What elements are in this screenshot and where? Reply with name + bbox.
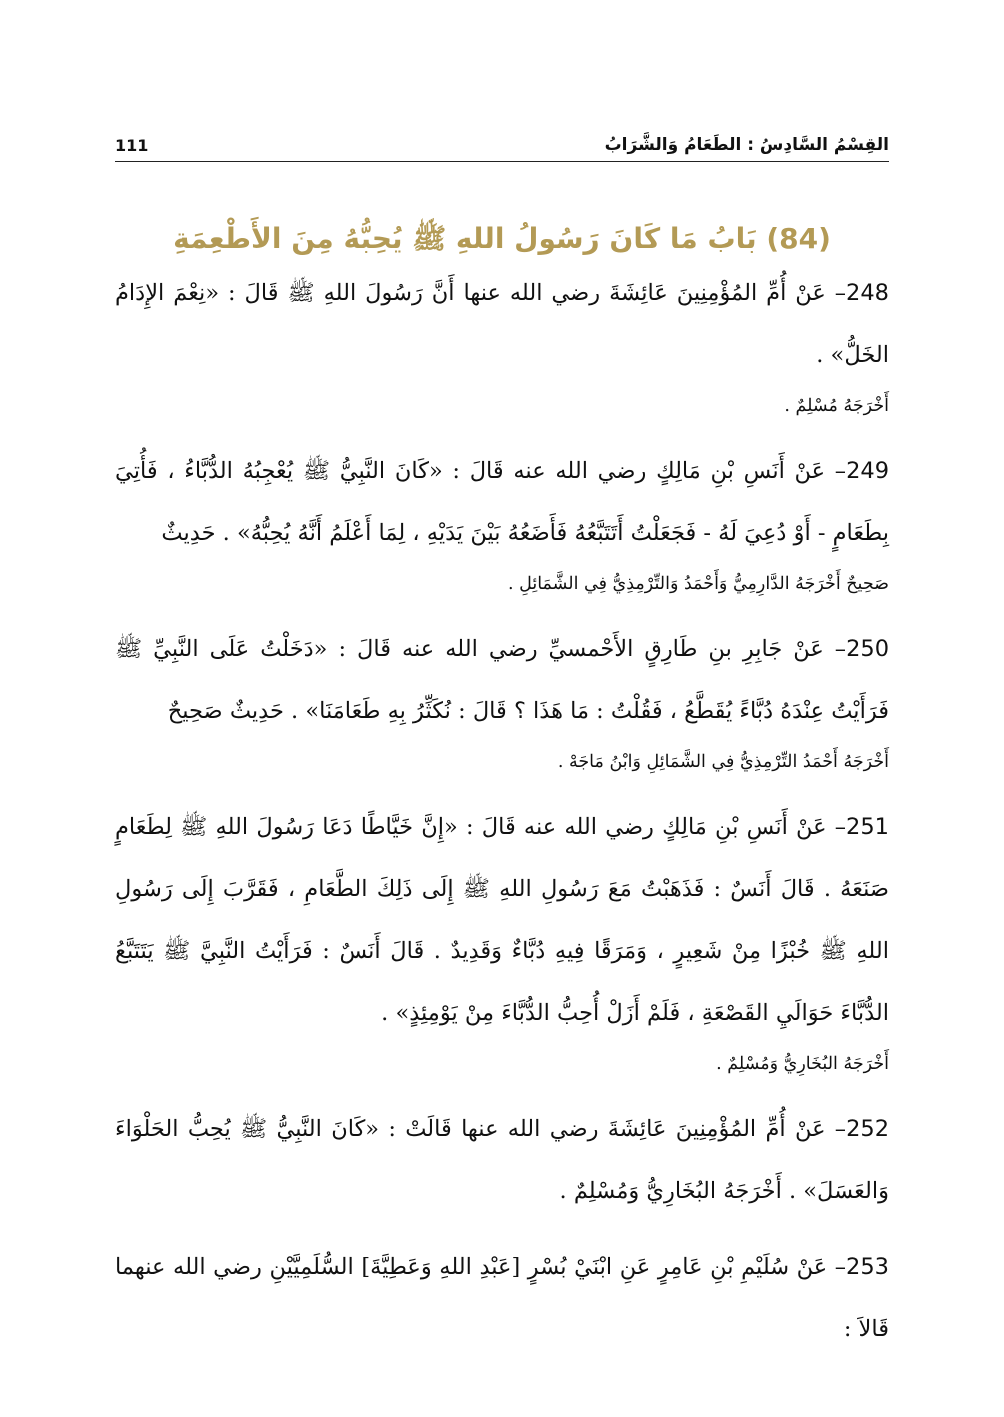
hadith-text: 249– عَنْ أَنَسِ بْنِ مَالِكٍ رضي الله عنه قَالَ : «كَانَ النَّبِيُّ ﷺ يُعْجِبُهُ الدُّبَّاءُ ، فَأُتِيَ بِطَعَامٍ - أَوْ دُعِيَ لَهُ - فَجَعَلْتُ أَتَتَبَّعُهُ فَأَضَعُهُ بَيْنَ يَدَيْهِ ، لِمَا أَعْلَمُ أَنَّهُ يُحِبُّهُ» . حَدِيثٌ [115,458,890,546]
chapter-title: (84) بَابُ مَا كَانَ رَسُولُ اللهِ ﷺ يُحِبُّهُ مِنَ الأَطْعِمَةِ [173,221,831,255]
hadith-body: عَنْ أُمِّ المُؤْمِنِينَ عَائِشَةَ رضي الله عنها أَنَّ رَسُولَ اللهِ ﷺ قَالَ : «نِعْمَ الإِدَامُ الخَلُّ» . [115,280,889,368]
hadith-number: 248 [846,280,889,306]
hadith-251 [115,796,889,1084]
page-body [115,262,889,1374]
hadith-takhrij: أَخْرَجَهُ مُسْلِمٌ . [784,396,889,416]
hadith-249 [115,440,889,604]
hadith-takhrij: صَحِيحٌ أَخْرَجَهُ الدَّارِمِيُّ وَأَحْمَدُ وَالتِّرْمِذِيُّ فِي الشَّمَائِلِ . [507,574,889,594]
hadith-252 [115,1098,889,1222]
hadith-253 [115,1236,889,1360]
page-number: 111 [115,136,149,155]
hadith-text: 248– عَنْ أُمِّ المُؤْمِنِينَ عَائِشَةَ رضي الله عنها أَنَّ رَسُولَ اللهِ ﷺ قَالَ : «نِعْمَ الإِدَامُ الخَلُّ» . [115,280,889,368]
hadith-number: 252 [846,1116,890,1142]
hadith-body: عَنْ جَابِرِ بنِ طَارِقٍ الأَحْمسيِّ رضي الله عنه قَالَ : «دَخَلْتُ عَلَى النَّبِيِّ ﷺ فَرَأَيْتُ عِنْدَهُ دُبَّاءً يُقَطَّعُ ، فَقُلْتُ : مَا هَذَا ؟ قَالَ : نُكَثِّرُ بِهِ طَعَامَنَا» . حَدِيثٌ صَحِيحٌ [115,636,889,724]
hadith-takhrij: أَخْرَجَهُ البُخَارِيُّ وَمُسْلِمٌ . [716,1054,889,1074]
hadith-text: 253– عَنْ سُلَيْمِ بْنِ عَامِرٍ عَنِ ابْنَيْ بُسْرٍ [عَبْدِ اللهِ وَعَطِيَّةَ] السُّلَمِيَّيْنِ رضي الله عنهما قَالاَ : [115,1254,889,1342]
hadith-number: 250 [846,636,890,662]
hadith-number: 249 [846,458,890,484]
page-header [115,122,889,162]
hadith-250 [115,618,889,782]
hadith-takhrij: أَخْرَجَهُ أَحْمَدُ التِّرْمِذِيُّ فِي الشَّمَائِلِ وَابْنُ مَاجَهْ . [557,752,889,772]
hadith-text: 251– عَنْ أَنَسِ بْنِ مَالِكٍ رضي الله عنه قَالَ : «إِنَّ خَيَّاطًا دَعَا رَسُولَ اللهِ ﷺ لِطَعَامٍ صَنَعَهُ . قَالَ أَنَسٌ : فَذَهَبْتُ مَعَ رَسُولِ اللهِ ﷺ إِلَى ذَلِكَ الطَّعَامِ ، فَقَرَّبَ إِلَى رَسُولِ اللهِ ﷺ خُبْزًا مِنْ شَعِيرٍ ، وَمَرَقًا فِيهِ دُبَّاءٌ وَقَدِيدٌ . قَالَ أَنَسٌ : فَرَأَيْتُ النَّبِيَّ ﷺ يَتَتَبَّعُ الدُّبَّاءَ حَوَالَيِ القَصْعَةِ ، فَلَمْ أَزَلْ أُحِبُّ الدُّبَّاءَ مِنْ يَوْمِئِذٍ» . [115,814,889,1026]
hadith-number: 251 [846,814,889,840]
running-head: القِسْمُ السَّادِسُ : الطَعَامُ وَالشَّرَابُ [604,135,889,155]
hadith-number: 253 [846,1254,889,1280]
hadith-text: 252– عَنْ أُمِّ المُؤْمِنِينَ عَائِشَةَ رضي الله عنها قَالَتْ : «كَانَ النَّبِيُّ ﷺ يُحِبُّ الحَلْوَاءَ وَالعَسَلَ» . أَخْرَجَهُ البُخَارِيُّ وَمُسْلِمٌ . [115,1116,890,1204]
hadith-body: عَنْ سُلَيْمِ بْنِ عَامِرٍ عَنِ ابْنَيْ بُسْرٍ [عَبْدِ اللهِ وَعَطِيَّةَ] السُّلَمِيَّيْنِ رضي الله عنهما قَالاَ : [115,1254,889,1342]
hadith-text: 250– عَنْ جَابِرِ بنِ طَارِقٍ الأَحْمسيِّ رضي الله عنه قَالَ : «دَخَلْتُ عَلَى النَّبِيِّ ﷺ فَرَأَيْتُ عِنْدَهُ دُبَّاءً يُقَطَّعُ ، فَقُلْتُ : مَا هَذَا ؟ قَالَ : نُكَثِّرُ بِهِ طَعَامَنَا» . حَدِيثٌ صَحِيحٌ [115,636,890,724]
hadith-248 [115,262,889,426]
hadith-body: عَنْ أَنَسِ بْنِ مَالِكٍ رضي الله عنه قَالَ : «كَانَ النَّبِيُّ ﷺ يُعْجِبُهُ الدُّبَّاءُ ، فَأُتِيَ بِطَعَامٍ - أَوْ دُعِيَ لَهُ - فَجَعَلْتُ أَتَتَبَّعُهُ فَأَضَعُهُ بَيْنَ يَدَيْهِ ، لِمَا أَعْلَمُ أَنَّهُ يُحِبُّهُ» . حَدِيثٌ [115,458,889,546]
hadith-body: عَنْ أُمِّ المُؤْمِنِينَ عَائِشَةَ رضي الله عنها قَالَتْ : «كَانَ النَّبِيُّ ﷺ يُحِبُّ الحَلْوَاءَ وَالعَسَلَ» . أَخْرَجَهُ البُخَارِيُّ وَمُسْلِمٌ . [115,1116,889,1204]
hadith-body: عَنْ أَنَسِ بْنِ مَالِكٍ رضي الله عنه قَالَ : «إِنَّ خَيَّاطًا دَعَا رَسُولَ اللهِ ﷺ لِطَعَامٍ صَنَعَهُ . قَالَ أَنَسٌ : فَذَهَبْتُ مَعَ رَسُولِ اللهِ ﷺ إِلَى ذَلِكَ الطَّعَامِ ، فَقَرَّبَ إِلَى رَسُولِ اللهِ ﷺ خُبْزًا مِنْ شَعِيرٍ ، وَمَرَقًا فِيهِ دُبَّاءٌ وَقَدِيدٌ . قَالَ أَنَسٌ : فَرَأَيْتُ النَّبِيَّ ﷺ يَتَتَبَّعُ الدُّبَّاءَ حَوَالَيِ القَصْعَةِ ، فَلَمْ أَزَلْ أُحِبُّ الدُّبَّاءَ مِنْ يَوْمِئِذٍ» . [115,814,889,1026]
